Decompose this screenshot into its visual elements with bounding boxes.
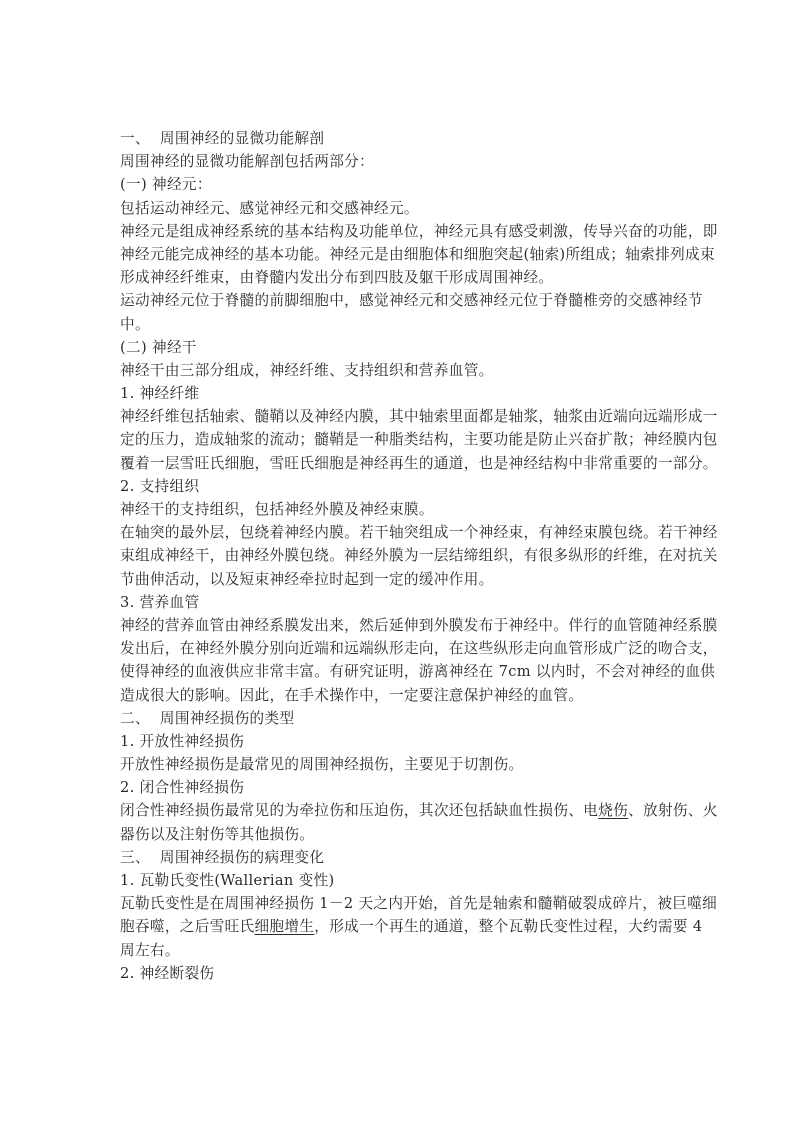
item-title: 2. 闭合性神经损伤 <box>120 779 245 797</box>
paragraph-line: 器伤以及注射伤等其他损伤。 <box>120 825 315 843</box>
paragraph-line: 神经纤维包括轴索、髓鞘以及神经内膜，其中轴索里面都是轴浆，轴浆由近端向远端形成一 <box>120 408 718 426</box>
paragraph-line: 发出后，在神经外膜分别向近端和远端纵形走向，在这些纵形走向血管形成广泛的吻合支， <box>120 640 718 658</box>
item-title: 1. 神经纤维 <box>120 385 200 403</box>
paragraph-line: 神经元能完成神经的基本功能。神经元是由细胞体和细胞突起(轴索)所组成；轴索排列成束 <box>120 245 715 263</box>
paragraph: 包括运动神经元、感觉神经元和交感神经元。 <box>120 199 419 217</box>
paragraph-line: 形成神经纤维束，由脊髓内发出分布到四肢及躯干形成周围神经。 <box>120 269 554 287</box>
text-run: 闭合性神经损伤最常见的为牵拉伤和压迫伤，其次还包括缺血性损伤、电 <box>120 802 599 820</box>
item-title: 2. 神经断裂伤 <box>120 964 215 982</box>
heading-text: 周围神经的显微功能解剖 <box>159 130 325 147</box>
paragraph-line: 周左右。 <box>120 941 180 959</box>
paragraph-line: 节曲伸活动，以及短束神经牵拉时起到一定的缓冲作用。 <box>120 570 494 588</box>
subheading: (一) 神经元： <box>120 176 212 194</box>
paragraph: 神经干的支持组织，包括神经外膜及神经束膜。 <box>120 501 434 518</box>
paragraph-line: 造成很大的影响。因此，在手术操作中，一定要注意保护神经的血管。 <box>120 686 584 704</box>
document-page <box>120 127 718 985</box>
item-title: 1. 开放性神经损伤 <box>120 732 245 750</box>
hyperlink-cell-proliferation[interactable]: 细胞增生 <box>254 918 315 936</box>
heading-number: 三、 <box>120 848 150 866</box>
paragraph: 开放性神经损伤是最常见的周围神经损伤，主要见于切割伤。 <box>120 756 524 774</box>
paragraph-line: 神经元是组成神经系统的基本结构及功能单位，神经元具有感受刺激，传导兴奋的功能，即 <box>120 222 718 240</box>
section-heading-2 <box>120 707 680 730</box>
heading-number: 一、 <box>120 130 150 147</box>
item-title: 2. 支持组织 <box>120 477 200 495</box>
paragraph-line: 中。 <box>120 315 150 333</box>
paragraph-line: 覆着一层雪旺氏细胞，雪旺氏细胞是神经再生的通道，也是神经结构中非常重要的一部分。 <box>120 454 718 472</box>
paragraph-line: 在轴突的最外层，包绕着神经内膜。若干轴突组成一个神经束，有神经束膜包绕。若干神经 <box>120 524 718 542</box>
paragraph-line: 瓦勒氏变性是在周围神经损伤 1－2 天之内开始，首先是轴索和髓鞘破裂成碎片，被巨噬细 <box>120 895 718 913</box>
paragraph-line: 定的压力，造成轴浆的流动；髓鞘是一种脂类结构，主要功能是防止兴奋扩散；神经膜内包 <box>120 431 718 449</box>
section-heading-3 <box>120 846 680 869</box>
subheading: (二) 神经干 <box>120 338 197 356</box>
text-run: 胞吞噬，之后雪旺氏 <box>120 918 255 936</box>
paragraph-line <box>120 799 718 822</box>
heading-text: 周围神经损伤的病理变化 <box>159 848 325 866</box>
text-run: 、放射伤、火 <box>628 802 718 820</box>
paragraph-line: 神经的营养血管由神经系膜发出来，然后延伸到外膜发布于神经中。伴行的血管随神经系膜 <box>120 616 718 634</box>
item-title: 1. 瓦勒氏变性(Wallerian 变性) <box>120 872 335 889</box>
item-title: 3. 营养血管 <box>120 593 200 611</box>
hyperlink-burn-injury[interactable]: 烧伤 <box>598 802 629 820</box>
paragraph-line <box>120 915 703 938</box>
paragraph-line: 使得神经的血液供应非常丰富。有研究证明，游离神经在 7cm 以内时，不会对神经的血供 <box>120 663 716 681</box>
section-heading-1 <box>120 127 680 150</box>
paragraph-line: 运动神经元位于脊髓的前脚细胞中，感觉神经元和交感神经元位于脊髓椎旁的交感神经节 <box>120 292 703 310</box>
paragraph-line: 束组成神经干，由神经外膜包绕。神经外膜为一层结缔组织，有很多纵形的纤维，在对抗关 <box>120 547 718 565</box>
paragraph: 神经干由三部分组成，神经纤维、支持组织和营养血管。 <box>120 361 494 379</box>
paragraph: 周围神经的显微功能解剖包括两部分： <box>120 153 375 171</box>
text-run: ，形成一个再生的通道，整个瓦勒氏变性过程，大约需要 4 <box>314 918 703 936</box>
heading-text: 周围神经损伤的类型 <box>159 709 295 727</box>
heading-number: 二、 <box>120 709 150 727</box>
